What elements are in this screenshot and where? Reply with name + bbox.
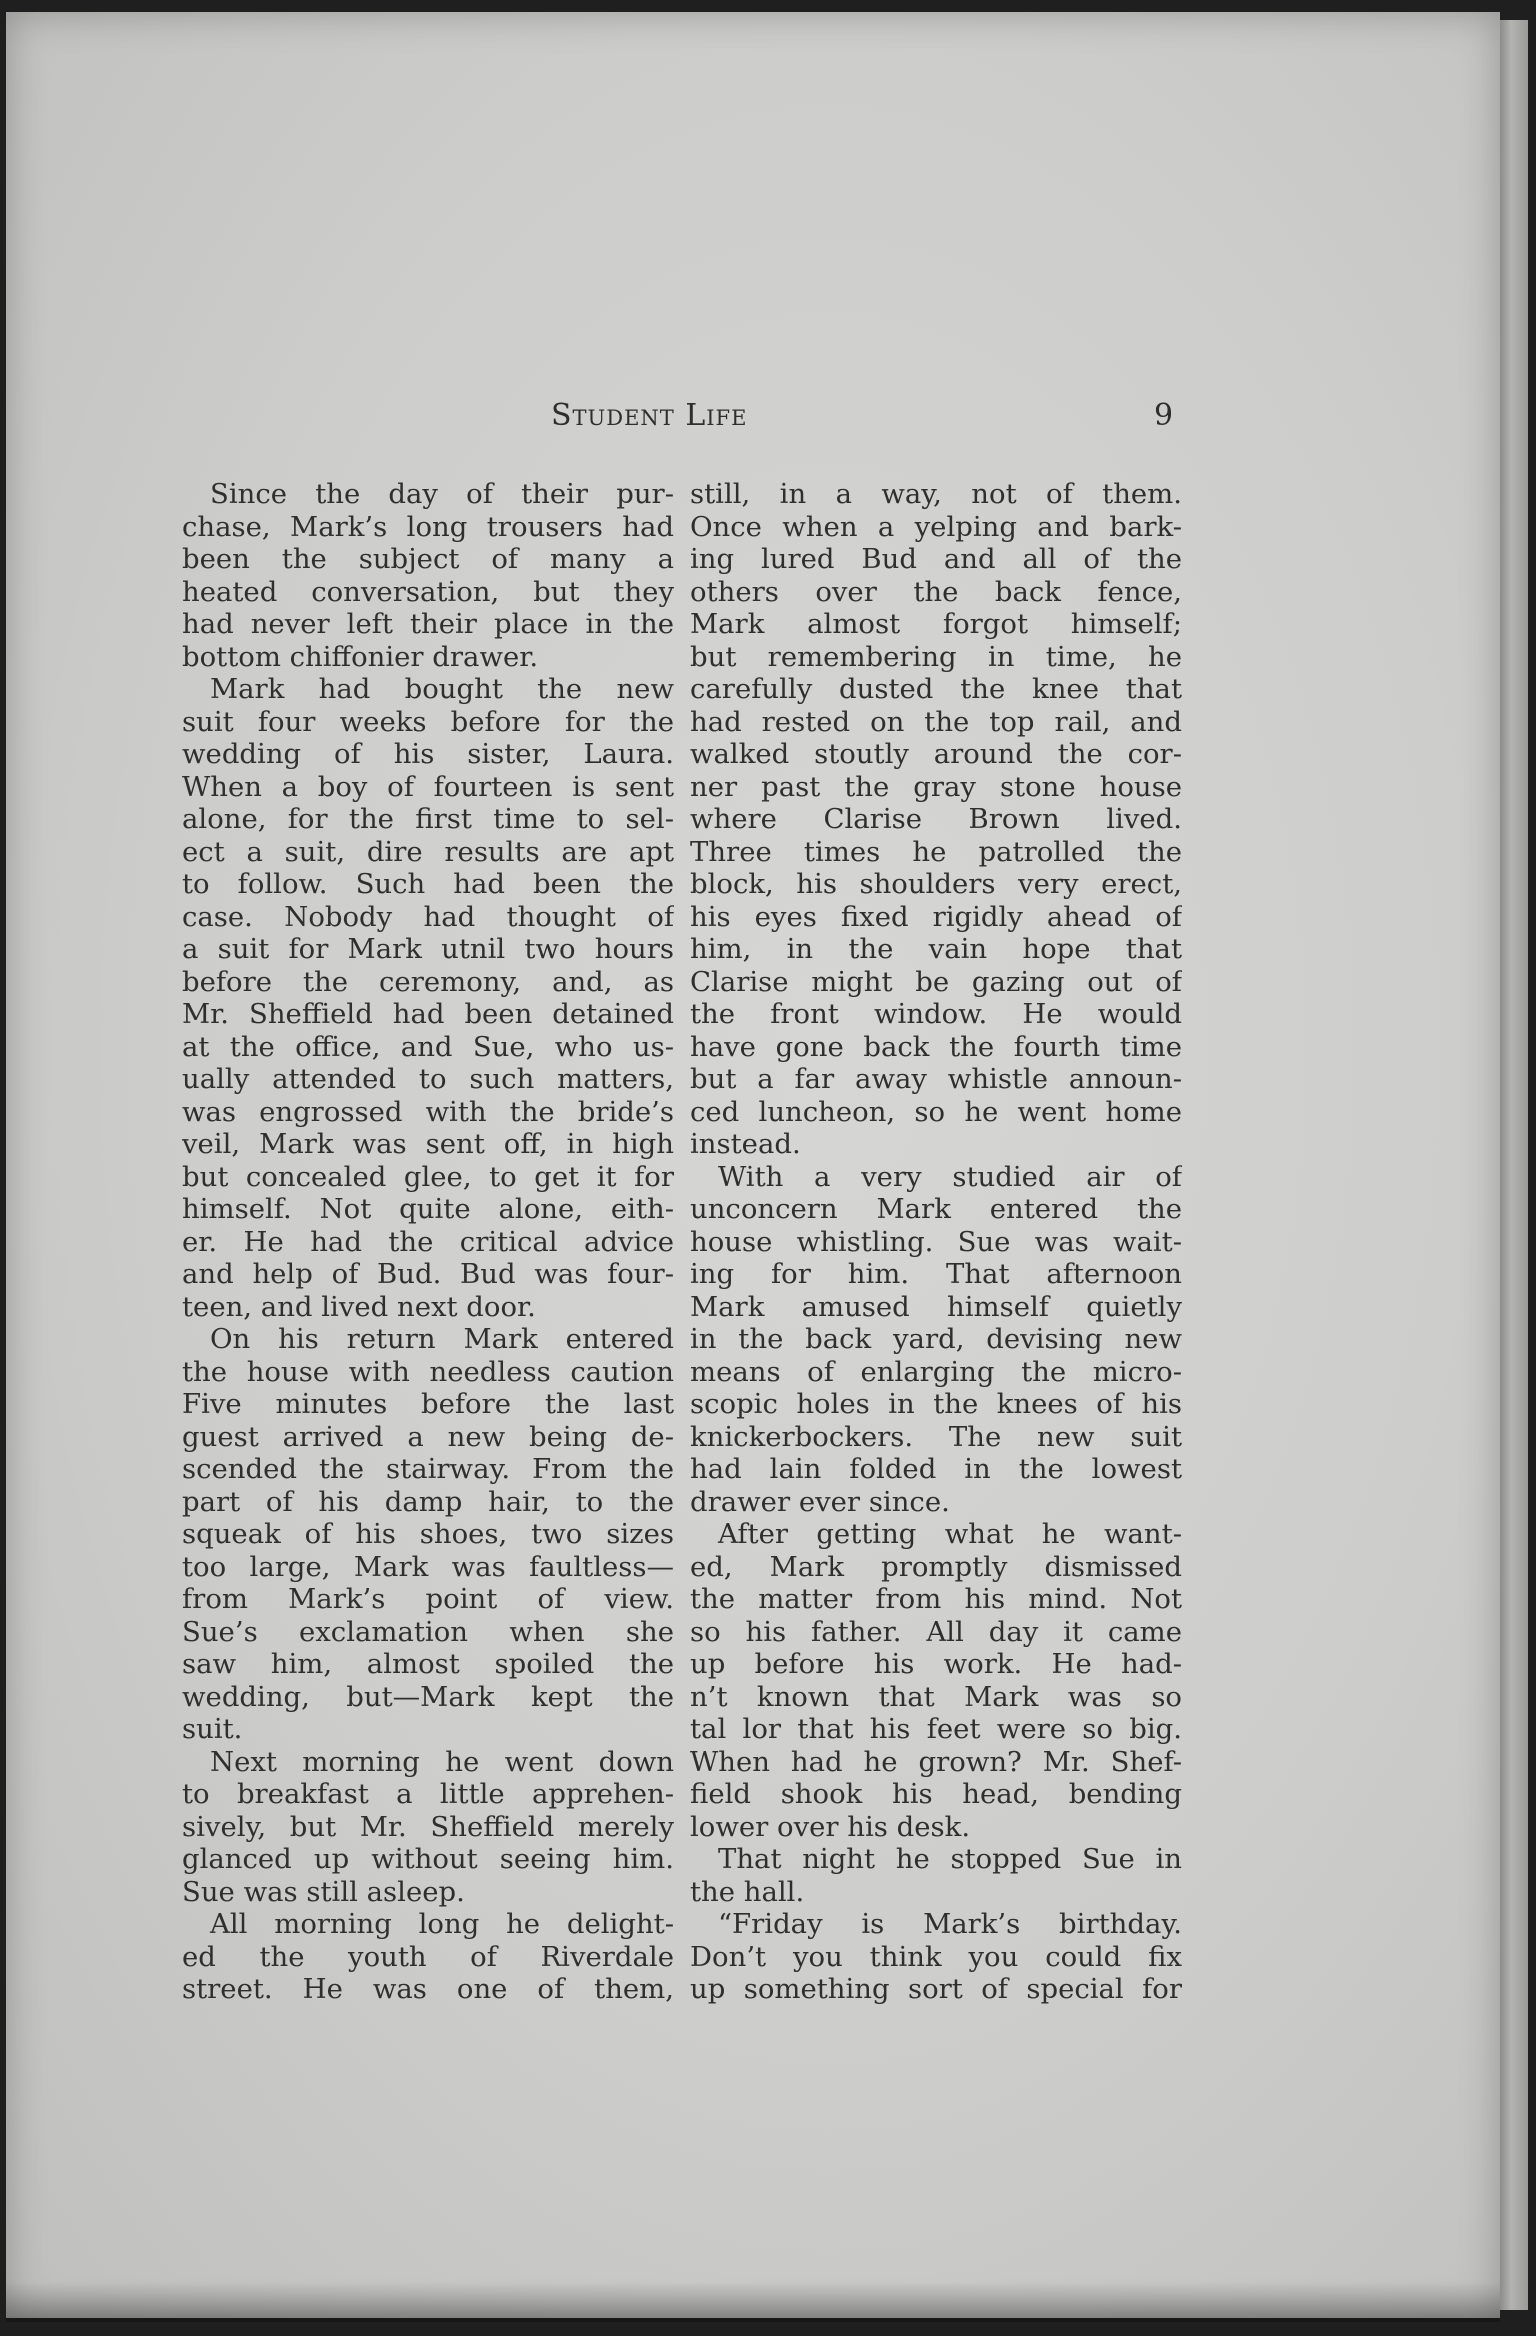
text-line: n’t known that Mark was so — [690, 1680, 1182, 1713]
text-line: at the office, and Sue, who us- — [182, 1030, 674, 1063]
text-line: carefully dusted the knee that — [690, 673, 1182, 705]
text-line: block, his shoulders very erect, — [690, 868, 1182, 900]
text-line: drawer ever since. — [690, 1485, 950, 1518]
text-line: the hall. — [690, 1875, 805, 1908]
text-line: guest arrived a new being de- — [182, 1420, 674, 1453]
text-line: the front window. He would — [690, 998, 1182, 1030]
text-line: had rested on the top rail, and — [690, 705, 1182, 738]
text-line: suit four weeks before for the — [182, 705, 674, 738]
text-line: ed the youth of Riverdale — [182, 1940, 674, 1973]
text-line: sively, but Mr. Sheffield merely — [182, 1810, 674, 1843]
text-line: up before his work. He had- — [690, 1648, 1182, 1680]
text-line: “Friday is Mark’s birthday. — [718, 1908, 1182, 1940]
text-line: That night he stopped Sue in — [718, 1843, 1182, 1875]
text-line: been the subject of many a — [182, 543, 674, 575]
text-line: up something sort of special for — [690, 1973, 1182, 2005]
text-line: Three times he patrolled the — [690, 835, 1182, 868]
text-line: Next morning he went down — [210, 1745, 674, 1778]
text-line: had lain folded in the lowest — [690, 1453, 1182, 1485]
page — [6, 12, 1500, 2318]
text-line: before the ceremony, and, as — [182, 965, 674, 998]
text-line: wedding of his sister, Laura. — [182, 738, 674, 770]
text-line: the house with needless caution — [182, 1355, 674, 1388]
text-line: his eyes fixed rigidly ahead of — [690, 900, 1182, 933]
text-line: suit. — [182, 1713, 243, 1745]
page-number: 9 — [1154, 398, 1174, 433]
text-line: When had he grown? Mr. Shef- — [690, 1745, 1182, 1778]
text-line: ner past the gray stone house — [690, 770, 1182, 803]
text-line: glanced up without seeing him. — [182, 1843, 674, 1875]
text-line: street. He was one of them, — [182, 1973, 674, 2005]
text-line: means of enlarging the micro- — [690, 1355, 1182, 1388]
left-column — [182, 478, 674, 2006]
text-line: With a very studied air of — [718, 1160, 1182, 1193]
text-line: Mr. Sheffield had been detained — [182, 998, 674, 1030]
text-line: After getting what he want- — [718, 1518, 1182, 1550]
text-line: alone, for the first time to sel- — [182, 803, 674, 835]
text-line: walked stoutly around the cor- — [690, 738, 1182, 770]
text-line: case. Nobody had thought of — [182, 900, 674, 933]
text-line: had never left their place in the — [182, 608, 674, 640]
text-line: but a far away whistle announ- — [690, 1063, 1182, 1095]
text-line: knickerbockers. The new suit — [690, 1420, 1182, 1453]
text-line: Mark amused himself quietly — [690, 1290, 1182, 1323]
page-edge — [1500, 20, 1528, 2310]
text-line: part of his damp hair, to the — [182, 1485, 674, 1518]
text-line: heated conversation, but they — [182, 575, 674, 608]
text-line: squeak of his shoes, two sizes — [182, 1518, 674, 1550]
text-line: Once when a yelping and bark- — [690, 510, 1182, 543]
text-line: scended the stairway. From the — [182, 1453, 674, 1485]
text-line: ed, Mark promptly dismissed — [690, 1550, 1182, 1583]
text-line: saw him, almost spoiled the — [182, 1648, 674, 1680]
text-line: to follow. Such had been the — [182, 868, 674, 900]
text-line: ced luncheon, so he went home — [690, 1095, 1182, 1128]
text-line: Since the day of their pur- — [210, 478, 674, 510]
text-line: Mark almost forgot himself; — [690, 608, 1182, 640]
text-line: others over the back fence, — [690, 575, 1182, 608]
text-line: On his return Mark entered — [210, 1323, 674, 1355]
text-line: All morning long he delight- — [210, 1908, 674, 1940]
running-head: Student Life — [551, 398, 748, 433]
text-line: ually attended to such matters, — [182, 1063, 674, 1095]
text-line: but remembering in time, he — [690, 640, 1182, 673]
right-column — [690, 478, 1182, 2006]
text-line: too large, Mark was faultless— — [182, 1550, 674, 1583]
text-line: himself. Not quite alone, eith- — [182, 1193, 674, 1225]
text-line: to breakfast a little apprehen- — [182, 1778, 674, 1810]
text-line: but concealed glee, to get it for — [182, 1160, 674, 1193]
text-line: and help of Bud. Bud was four- — [182, 1258, 674, 1290]
text-line: from Mark’s point of view. — [182, 1583, 674, 1615]
text-line: chase, Mark’s long trousers had — [182, 510, 674, 543]
text-line: Five minutes before the last — [182, 1388, 674, 1420]
page-header — [6, 398, 1500, 442]
text-line: lower over his desk. — [690, 1810, 971, 1843]
text-line: Sue’s exclamation when she — [182, 1615, 674, 1648]
text-line: ect a suit, dire results are apt — [182, 835, 674, 868]
text-line: wedding, but—Mark kept the — [182, 1680, 674, 1713]
text-line: bottom chiffonier drawer. — [182, 640, 539, 673]
text-line: teen, and lived next door. — [182, 1290, 536, 1323]
text-line: er. He had the critical advice — [182, 1225, 674, 1258]
bottom-shadow — [6, 2282, 1500, 2322]
text-line: have gone back the fourth time — [690, 1030, 1182, 1063]
text-line: Sue was still asleep. — [182, 1875, 465, 1908]
text-line: scopic holes in the knees of his — [690, 1388, 1182, 1420]
text-line: Don’t you think you could fix — [690, 1940, 1182, 1973]
text-line: the matter from his mind. Not — [690, 1583, 1182, 1615]
text-line: him, in the vain hope that — [690, 933, 1182, 965]
text-line: field shook his head, bending — [690, 1778, 1182, 1810]
text-line: instead. — [690, 1128, 801, 1160]
text-line: a suit for Mark utnil two hours — [182, 933, 674, 965]
text-line: veil, Mark was sent off, in high — [182, 1128, 674, 1160]
text-line: ing for him. That afternoon — [690, 1258, 1182, 1290]
text-line: Clarise might be gazing out of — [690, 965, 1182, 998]
text-line: Mark had bought the new — [210, 673, 674, 705]
text-line: tal lor that his feet were so big. — [690, 1713, 1182, 1745]
text-line: house whistling. Sue was wait- — [690, 1225, 1182, 1258]
text-line: so his father. All day it came — [690, 1615, 1182, 1648]
text-line: where Clarise Brown lived. — [690, 803, 1182, 835]
text-line: When a boy of fourteen is sent — [182, 770, 674, 803]
text-line: still, in a way, not of them. — [690, 478, 1182, 510]
text-line: in the back yard, devising new — [690, 1323, 1182, 1355]
text-line: was engrossed with the bride’s — [182, 1095, 674, 1128]
text-line: ing lured Bud and all of the — [690, 543, 1182, 575]
text-line: unconcern Mark entered the — [690, 1193, 1182, 1225]
